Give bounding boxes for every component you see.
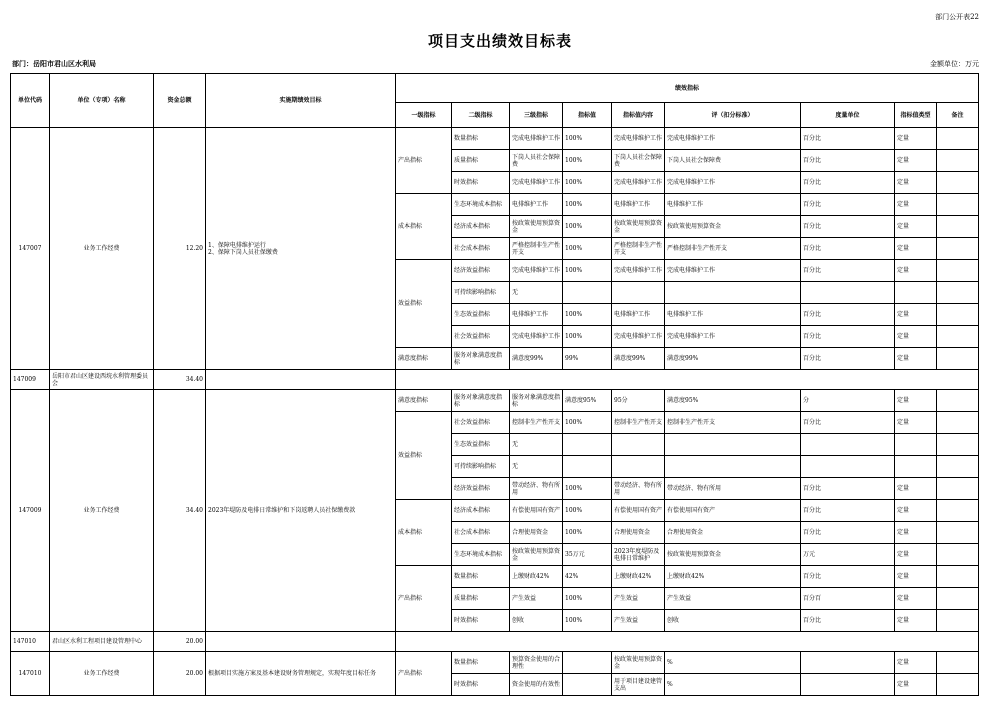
indicator-value: 100% bbox=[563, 412, 612, 434]
indicator-eval: 带动经济、物有所用 bbox=[665, 478, 801, 500]
indicator-l2: 经济成本指标 bbox=[452, 216, 510, 238]
indicator-eval: 完成电排维护工作 bbox=[665, 128, 801, 150]
indicator-eval: 完成电排维护工作 bbox=[665, 326, 801, 348]
indicator-l3: 带动经济、物有所用 bbox=[510, 478, 563, 500]
indicator-vtype: 定量 bbox=[895, 260, 937, 282]
indicator-l3: 电排维护工作 bbox=[510, 194, 563, 216]
indicator-value: 满意度95% bbox=[563, 390, 612, 412]
table-row bbox=[11, 652, 979, 674]
indicator-l1: 成本指标 bbox=[396, 500, 452, 566]
indicator-measure bbox=[801, 456, 895, 478]
indicator-content bbox=[612, 282, 665, 304]
indicator-l3: 按政策使用预算资金 bbox=[510, 544, 563, 566]
indicator-measure: 万元 bbox=[801, 544, 895, 566]
indicator-eval: 电排维护工作 bbox=[665, 304, 801, 326]
indicator-content: 严格控制非生产性开支 bbox=[612, 238, 665, 260]
indicator-note bbox=[937, 652, 979, 674]
indicator-note bbox=[937, 478, 979, 500]
indicator-eval: 下岗人员社会保障费 bbox=[665, 150, 801, 172]
indicator-vtype: 定量 bbox=[895, 172, 937, 194]
indicator-measure bbox=[801, 282, 895, 304]
indicator-measure: 百分比 bbox=[801, 128, 895, 150]
indicator-vtype: 定量 bbox=[895, 566, 937, 588]
indicator-l2: 经济效益指标 bbox=[452, 260, 510, 282]
indicator-vtype: 定量 bbox=[895, 412, 937, 434]
indicator-vtype: 定量 bbox=[895, 652, 937, 674]
indicator-note bbox=[937, 348, 979, 370]
indicator-content: 带动经济、物有所用 bbox=[612, 478, 665, 500]
indicator-value: 100% bbox=[563, 150, 612, 172]
indicator-l1: 满意度指标 bbox=[396, 390, 452, 412]
indicator-l1: 效益指标 bbox=[396, 412, 452, 500]
indicator-l3: 无 bbox=[510, 434, 563, 456]
col-name-header: 单位（专项）名称 bbox=[50, 74, 154, 128]
indicator-value: 100% bbox=[563, 588, 612, 610]
indicator-l3: 无 bbox=[510, 456, 563, 478]
header-row-1 bbox=[11, 74, 979, 103]
indicator-value: 100% bbox=[563, 260, 612, 282]
indicator-eval: 严格控制非生产性开支 bbox=[665, 238, 801, 260]
indicator-l2: 质量指标 bbox=[452, 588, 510, 610]
indicator-measure bbox=[801, 434, 895, 456]
summary-blank bbox=[396, 632, 979, 652]
implementation-goal: 2023年堤防及电排日常维护和下岗返聘人员社保缴费款 bbox=[206, 390, 396, 632]
indicator-value: 100% bbox=[563, 128, 612, 150]
indicator-eval: % bbox=[665, 652, 801, 674]
indicator-vtype: 定量 bbox=[895, 304, 937, 326]
unit-summary-row bbox=[11, 370, 979, 390]
col-measure-header: 度量单位 bbox=[801, 103, 895, 128]
indicator-value: 100% bbox=[563, 610, 612, 632]
indicator-l3: 有偿使用国有资产 bbox=[510, 500, 563, 522]
indicator-note bbox=[937, 588, 979, 610]
indicator-l2: 服务对象满意度指标 bbox=[452, 390, 510, 412]
indicator-l1: 产出指标 bbox=[396, 652, 452, 696]
indicator-note bbox=[937, 150, 979, 172]
indicator-content: 有偿使用国有资产 bbox=[612, 500, 665, 522]
indicator-l3: 按政策使用预算资金 bbox=[510, 216, 563, 238]
department-label: 部门：岳阳市君山区水利局 bbox=[12, 59, 96, 68]
indicator-l2: 时效指标 bbox=[452, 172, 510, 194]
indicator-measure: 百分比 bbox=[801, 238, 895, 260]
indicator-content: 产生效益 bbox=[612, 610, 665, 632]
indicator-content: 产生效益 bbox=[612, 588, 665, 610]
indicator-measure: 百分比 bbox=[801, 216, 895, 238]
indicator-content: 电排维护工作 bbox=[612, 304, 665, 326]
indicator-content: 下岗人员社会保障费 bbox=[612, 150, 665, 172]
unit-name: 岳阳市君山区建设西垸水利管理委员会 bbox=[50, 370, 154, 390]
summary-blank bbox=[206, 370, 396, 390]
indicator-vtype bbox=[895, 434, 937, 456]
indicator-l3: 控制非生产性开支 bbox=[510, 412, 563, 434]
indicator-eval: % bbox=[665, 674, 801, 696]
indicator-l2: 时效指标 bbox=[452, 674, 510, 696]
indicator-note bbox=[937, 674, 979, 696]
indicator-value: 100% bbox=[563, 172, 612, 194]
indicator-note bbox=[937, 216, 979, 238]
indicator-l2: 社会成本指标 bbox=[452, 238, 510, 260]
indicator-vtype: 定量 bbox=[895, 544, 937, 566]
indicator-eval: 有偿使用国有资产 bbox=[665, 500, 801, 522]
indicator-content bbox=[612, 456, 665, 478]
indicator-note bbox=[937, 390, 979, 412]
indicator-eval: 控制非生产性开支 bbox=[665, 412, 801, 434]
indicator-l3: 严格控制非生产性开支 bbox=[510, 238, 563, 260]
indicator-value bbox=[563, 456, 612, 478]
indicator-vtype: 定量 bbox=[895, 390, 937, 412]
col-eval-header: 评（扣分标准） bbox=[665, 103, 801, 128]
indicator-measure bbox=[801, 674, 895, 696]
indicator-value: 100% bbox=[563, 500, 612, 522]
indicator-l3: 预算资金使用的合理性 bbox=[510, 652, 563, 674]
indicator-l2: 社会效益指标 bbox=[452, 326, 510, 348]
indicator-value: 100% bbox=[563, 304, 612, 326]
indicator-measure bbox=[801, 652, 895, 674]
indicator-eval bbox=[665, 434, 801, 456]
indicator-vtype: 定量 bbox=[895, 588, 937, 610]
indicator-value: 35万元 bbox=[563, 544, 612, 566]
col-content-header: 指标值内容 bbox=[612, 103, 665, 128]
indicator-note bbox=[937, 456, 979, 478]
indicator-note bbox=[937, 260, 979, 282]
indicator-measure: 百分百 bbox=[801, 588, 895, 610]
indicator-eval: 按政策使用预算资金 bbox=[665, 216, 801, 238]
indicator-eval: 上缴财政42% bbox=[665, 566, 801, 588]
indicator-content: 合理使用资金 bbox=[612, 522, 665, 544]
indicator-l3: 完成电排维护工作 bbox=[510, 128, 563, 150]
indicator-content: 满意度99% bbox=[612, 348, 665, 370]
indicator-vtype: 定量 bbox=[895, 674, 937, 696]
indicator-value: 100% bbox=[563, 194, 612, 216]
col-vtype-header: 指标值类型 bbox=[895, 103, 937, 128]
indicator-content: 控制非生产性开支 bbox=[612, 412, 665, 434]
indicator-note bbox=[937, 304, 979, 326]
fund-total: 20.00 bbox=[154, 632, 206, 652]
indicator-l3: 完成电排维护工作 bbox=[510, 326, 563, 348]
indicator-measure: 百分比 bbox=[801, 500, 895, 522]
indicator-note bbox=[937, 544, 979, 566]
indicator-vtype: 定量 bbox=[895, 610, 937, 632]
indicator-value: 100% bbox=[563, 326, 612, 348]
indicator-measure: 百分比 bbox=[801, 522, 895, 544]
page-title: 项目支出绩效目标表 bbox=[427, 32, 572, 50]
indicator-content: 完成电排维护工作 bbox=[612, 260, 665, 282]
indicator-l2: 生态效益指标 bbox=[452, 304, 510, 326]
indicator-l1: 满意度指标 bbox=[396, 348, 452, 370]
indicator-value bbox=[563, 434, 612, 456]
indicator-value: 100% bbox=[563, 522, 612, 544]
indicator-eval bbox=[665, 456, 801, 478]
summary-blank bbox=[396, 370, 979, 390]
indicator-measure: 百分比 bbox=[801, 566, 895, 588]
indicator-l2: 可持续影响指标 bbox=[452, 282, 510, 304]
indicator-vtype bbox=[895, 282, 937, 304]
fund-total: 34.40 bbox=[154, 370, 206, 390]
indicator-l3: 合理使用资金 bbox=[510, 522, 563, 544]
indicator-value bbox=[563, 652, 612, 674]
form-number: 部门公开表22 bbox=[935, 13, 979, 21]
indicator-l2: 社会效益指标 bbox=[452, 412, 510, 434]
indicator-l3: 资金使用的有效性 bbox=[510, 674, 563, 696]
indicator-measure: 百分比 bbox=[801, 326, 895, 348]
indicator-eval: 满意度99% bbox=[665, 348, 801, 370]
indicator-content: 按政策使用预算资金 bbox=[612, 216, 665, 238]
indicator-l3: 创收 bbox=[510, 610, 563, 632]
indicator-value: 100% bbox=[563, 238, 612, 260]
unit-name: 业务工作经费 bbox=[50, 652, 154, 696]
table-row bbox=[11, 128, 979, 150]
indicator-note bbox=[937, 412, 979, 434]
indicator-l3: 无 bbox=[510, 282, 563, 304]
indicator-l2: 数量指标 bbox=[452, 652, 510, 674]
indicator-value bbox=[563, 282, 612, 304]
indicator-l2: 数量指标 bbox=[452, 566, 510, 588]
indicator-vtype: 定量 bbox=[895, 478, 937, 500]
unit-name: 业务工作经费 bbox=[50, 390, 154, 632]
unit-name: 君山区水利工程项目建设管理中心 bbox=[50, 632, 154, 652]
indicator-eval: 满意度95% bbox=[665, 390, 801, 412]
unit-code: 147009 bbox=[11, 390, 50, 632]
indicator-content: 2023年度堤防及电排日常维护 bbox=[612, 544, 665, 566]
indicator-measure: 分 bbox=[801, 390, 895, 412]
col-goal-header: 实施期绩效目标 bbox=[206, 74, 396, 128]
unit-summary-row bbox=[11, 632, 979, 652]
indicator-measure: 百分比 bbox=[801, 610, 895, 632]
implementation-goal: 1、保障电排维护运行 2、保障下岗人员社保缴费 bbox=[206, 128, 396, 370]
perf-header: 绩效指标 bbox=[396, 74, 979, 103]
indicator-vtype: 定量 bbox=[895, 522, 937, 544]
indicator-vtype: 定量 bbox=[895, 194, 937, 216]
fund-total: 34.40 bbox=[154, 390, 206, 632]
indicator-content: 完成电排维护工作 bbox=[612, 326, 665, 348]
fund-total: 20.00 bbox=[154, 652, 206, 696]
unit-code: 147010 bbox=[11, 632, 50, 652]
indicator-vtype bbox=[895, 456, 937, 478]
col-amount-header: 资金总额 bbox=[154, 74, 206, 128]
indicator-note bbox=[937, 128, 979, 150]
indicator-eval: 电排维护工作 bbox=[665, 194, 801, 216]
indicator-note bbox=[937, 238, 979, 260]
indicator-l2: 可持续影响指标 bbox=[452, 456, 510, 478]
indicator-note bbox=[937, 610, 979, 632]
indicator-eval: 完成电排维护工作 bbox=[665, 172, 801, 194]
indicator-value: 100% bbox=[563, 478, 612, 500]
indicator-l3: 电排维护工作 bbox=[510, 304, 563, 326]
indicator-measure: 百分比 bbox=[801, 304, 895, 326]
unit-name: 业务工作经费 bbox=[50, 128, 154, 370]
indicator-content: 用于项目建设建管支出 bbox=[612, 674, 665, 696]
indicator-note bbox=[937, 326, 979, 348]
indicator-eval: 按政策使用预算资金 bbox=[665, 544, 801, 566]
indicator-note bbox=[937, 434, 979, 456]
indicator-vtype: 定量 bbox=[895, 326, 937, 348]
indicator-l3: 完成电排维护工作 bbox=[510, 172, 563, 194]
indicator-note bbox=[937, 522, 979, 544]
indicator-note bbox=[937, 194, 979, 216]
indicator-eval: 创收 bbox=[665, 610, 801, 632]
indicator-content: 完成电排维护工作 bbox=[612, 128, 665, 150]
indicator-content bbox=[612, 434, 665, 456]
col-value-header: 指标值 bbox=[563, 103, 612, 128]
indicator-note bbox=[937, 566, 979, 588]
col-l3-header: 三级指标 bbox=[510, 103, 563, 128]
unit-code: 147009 bbox=[11, 370, 50, 390]
indicator-content: 电排维护工作 bbox=[612, 194, 665, 216]
indicator-l3: 产生效益 bbox=[510, 588, 563, 610]
col-l1-header: 一级指标 bbox=[396, 103, 452, 128]
indicator-measure: 百分比 bbox=[801, 150, 895, 172]
indicator-l2: 生态效益指标 bbox=[452, 434, 510, 456]
indicator-l2: 时效指标 bbox=[452, 610, 510, 632]
indicator-vtype: 定量 bbox=[895, 128, 937, 150]
indicator-eval: 完成电排维护工作 bbox=[665, 260, 801, 282]
performance-table bbox=[10, 73, 979, 696]
indicator-vtype: 定量 bbox=[895, 150, 937, 172]
col-l2-header: 二级指标 bbox=[452, 103, 510, 128]
table-row bbox=[11, 390, 979, 412]
indicator-l1: 成本指标 bbox=[396, 194, 452, 260]
indicator-measure: 百分比 bbox=[801, 172, 895, 194]
indicator-l2: 质量指标 bbox=[452, 150, 510, 172]
indicator-l1: 效益指标 bbox=[396, 260, 452, 348]
amount-unit-label: 金额单位：万元 bbox=[930, 60, 979, 68]
indicator-measure: 百分比 bbox=[801, 478, 895, 500]
indicator-l1: 产出指标 bbox=[396, 128, 452, 194]
indicator-eval: 产生效益 bbox=[665, 588, 801, 610]
indicator-note bbox=[937, 282, 979, 304]
indicator-content: 按政策使用预算资金 bbox=[612, 652, 665, 674]
indicator-l2: 生态环境成本指标 bbox=[452, 194, 510, 216]
indicator-eval bbox=[665, 282, 801, 304]
indicator-vtype: 定量 bbox=[895, 348, 937, 370]
indicator-l3: 服务对象满意度指标 bbox=[510, 390, 563, 412]
indicator-vtype: 定量 bbox=[895, 238, 937, 260]
indicator-value bbox=[563, 674, 612, 696]
indicator-value: 100% bbox=[563, 216, 612, 238]
implementation-goal: 根据项目实施方案及基本建设财务管理规定，实现年度目标任务 bbox=[206, 652, 396, 696]
col-code-header: 单位代码 bbox=[11, 74, 50, 128]
indicator-vtype: 定量 bbox=[895, 216, 937, 238]
unit-code: 147007 bbox=[11, 128, 50, 370]
indicator-l2: 生态环境成本指标 bbox=[452, 544, 510, 566]
indicator-l2: 数量指标 bbox=[452, 128, 510, 150]
indicator-l3: 完成电排维护工作 bbox=[510, 260, 563, 282]
indicator-note bbox=[937, 500, 979, 522]
indicator-l1: 产出指标 bbox=[396, 566, 452, 632]
summary-blank bbox=[206, 632, 396, 652]
indicator-l2: 经济效益指标 bbox=[452, 478, 510, 500]
indicator-value: 99% bbox=[563, 348, 612, 370]
indicator-content: 上缴财政42% bbox=[612, 566, 665, 588]
unit-code: 147010 bbox=[11, 652, 50, 696]
indicator-l3: 上缴财政42% bbox=[510, 566, 563, 588]
indicator-l3: 满意度99% bbox=[510, 348, 563, 370]
fund-total: 12.20 bbox=[154, 128, 206, 370]
indicator-l2: 社会成本指标 bbox=[452, 522, 510, 544]
col-note-header: 备注 bbox=[937, 103, 979, 128]
indicator-value: 42% bbox=[563, 566, 612, 588]
indicator-vtype: 定量 bbox=[895, 500, 937, 522]
indicator-l2: 经济成本指标 bbox=[452, 500, 510, 522]
indicator-measure: 百分比 bbox=[801, 348, 895, 370]
indicator-eval: 合理使用资金 bbox=[665, 522, 801, 544]
indicator-content: 95分 bbox=[612, 390, 665, 412]
indicator-note bbox=[937, 172, 979, 194]
indicator-l2: 服务对象满意度指标 bbox=[452, 348, 510, 370]
indicator-measure: 百分比 bbox=[801, 260, 895, 282]
indicator-l3: 下岗人员社会保障费 bbox=[510, 150, 563, 172]
indicator-content: 完成电排维护工作 bbox=[612, 172, 665, 194]
indicator-measure: 百分比 bbox=[801, 194, 895, 216]
indicator-measure: 百分比 bbox=[801, 412, 895, 434]
